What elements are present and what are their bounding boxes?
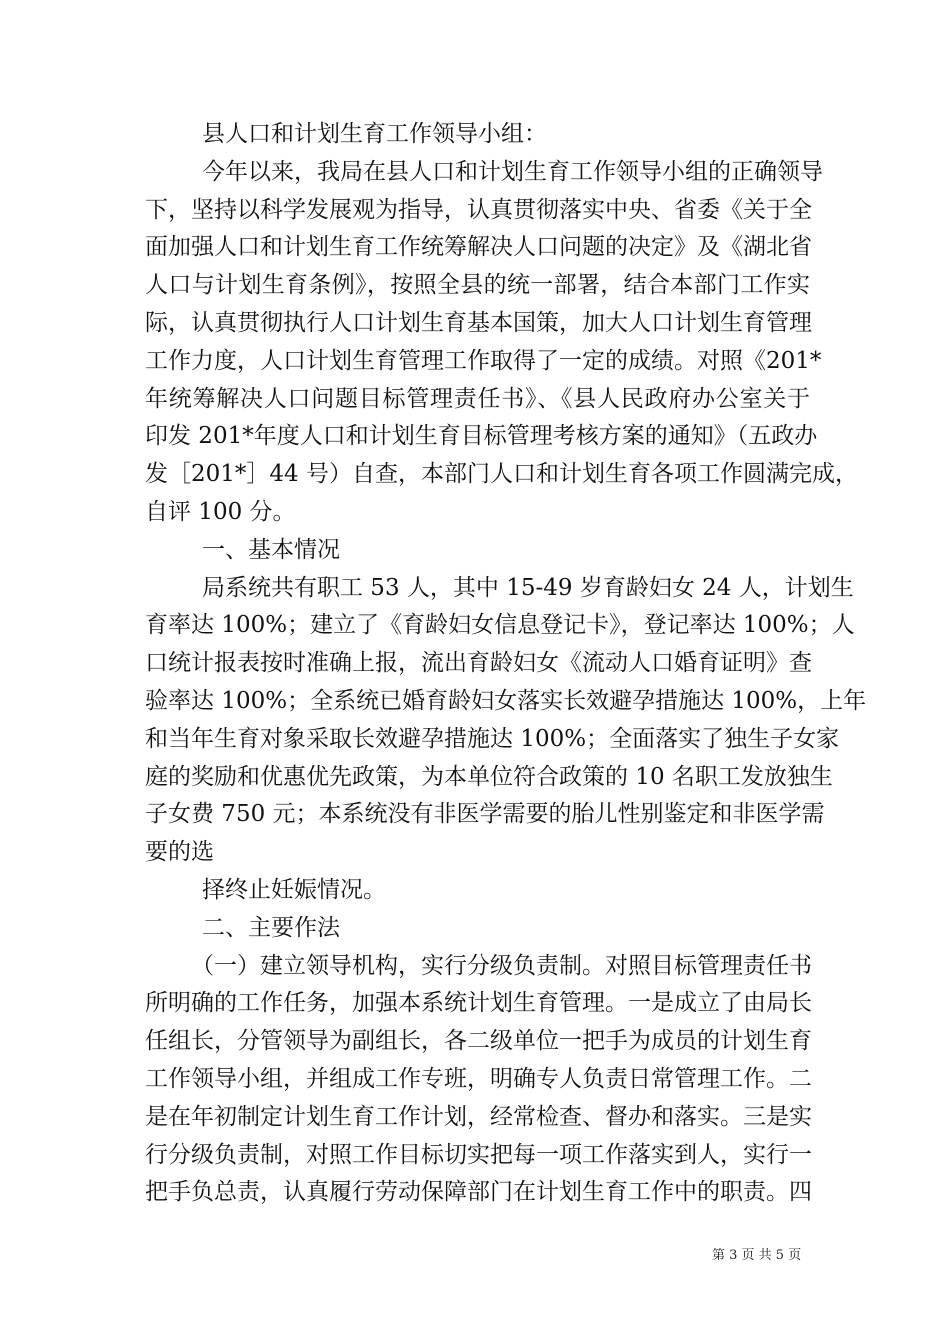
paragraph-line: 择终止妊娠情况。 xyxy=(202,876,386,903)
paragraph-line: 和当年生育对象采取长效避孕措施达 100%；全面落实了独生子女家 xyxy=(145,725,840,752)
section-heading: 二、主要作法 xyxy=(202,914,340,941)
document-body xyxy=(145,116,867,1212)
paragraph-line: 所明确的工作任务，加强本系统计划生育管理。一是成立了由局长 xyxy=(145,990,812,1017)
paragraph-line: 下，坚持以科学发展观为指导，认真贯彻落实中央、省委《关于全 xyxy=(145,196,812,223)
paragraph-line: 面加强人口和计划生育工作统筹解决人口问题的决定》及《湖北省 xyxy=(145,234,812,261)
paragraph-line: 人口与计划生育条例》，按照全县的统一部署，结合本部门工作实 xyxy=(145,272,810,299)
paragraph-line: 局系统共有职工 53 人，其中 15-49 岁育龄妇女 24 人，计划生 xyxy=(202,574,854,601)
paragraph-line: 庭的奖励和优惠优先政策，为本单位符合政策的 10 名职工发放独生 xyxy=(145,763,833,790)
paragraph-line: 自评 100 分。 xyxy=(145,498,296,525)
salutation-line: 县人口和计划生育工作领导小组： xyxy=(202,121,547,147)
paragraph-line: 验率达 100%；全系统已婚育龄妇女落实长效避孕措施达 100%，上年 xyxy=(145,687,867,714)
paragraph-line: 口统计报表按时准确上报，流出育龄妇女《流动人口婚育证明》查 xyxy=(145,650,812,677)
paragraph-line: 工作力度，人口计划生育管理工作取得了一定的成绩。对照《201* xyxy=(145,347,822,374)
paragraph-line: 任组长，分管领导为副组长，各二级单位一把手为成员的计划生育 xyxy=(145,1028,812,1055)
paragraph-line: 行分级负责制，对照工作目标切实把每一项工作落实到人，实行一 xyxy=(145,1141,812,1168)
paragraph-line: 印发 201*年度人口和计划生育目标管理考核方案的通知》（五政办 xyxy=(145,423,818,450)
subsection-line: （一）建立领导机构，实行分级负责制。对照目标管理责任书 xyxy=(191,952,812,979)
paragraph-line: 年统筹解决人口问题目标管理责任书》、《县人民政府办公室关于 xyxy=(145,385,810,412)
paragraph-line: 要的选 xyxy=(145,839,214,866)
paragraph-line: 工作领导小组，并组成工作专班，明确专人负责日常管理工作。二 xyxy=(145,1065,812,1092)
paragraph-line: 际，认真贯彻执行人口计划生育基本国策，加大人口计划生育管理 xyxy=(145,309,812,336)
paragraph-line: 是在年初制定计划生育工作计划，经常检查、督办和落实。三是实 xyxy=(145,1103,812,1130)
paragraph-line: 今年以来，我局在县人口和计划生育工作领导小组的正确领导 xyxy=(202,158,823,185)
paragraph-line: 把手负总责，认真履行劳动保障部门在计划生育工作中的职责。四 xyxy=(145,1179,812,1206)
paragraph-line: 育率达 100%；建立了《育龄妇女信息登记卡》，登记率达 100%；人 xyxy=(145,612,855,639)
page-number-footer: 第 3 页 共 5 页 xyxy=(712,1248,802,1263)
paragraph-line: 发［201*］44 号）自查，本部门人口和计划生育各项工作圆满完成， xyxy=(145,461,858,488)
paragraph-line: 子女费 750 元；本系统没有非医学需要的胎儿性别鉴定和非医学需 xyxy=(145,801,825,828)
section-heading: 一、基本情况 xyxy=(202,536,340,563)
